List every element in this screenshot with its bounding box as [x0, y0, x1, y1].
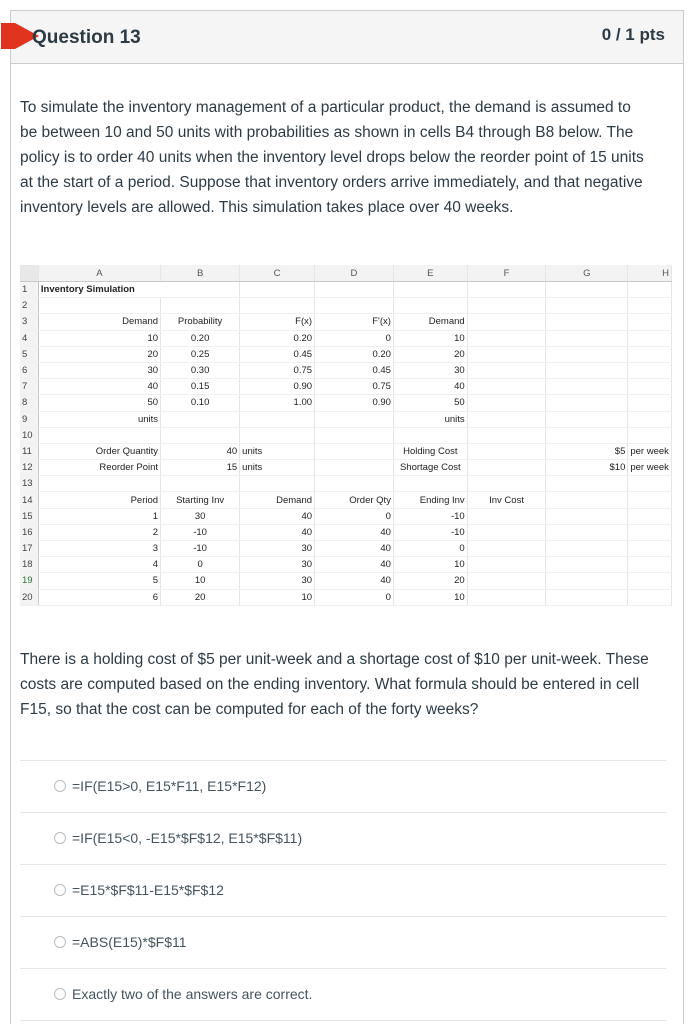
cell: 1: [38, 508, 160, 524]
answer-label[interactable]: Exactly two of the answers are correct.: [72, 986, 313, 1002]
flag-icon: [1, 23, 15, 49]
cell: 0: [161, 557, 240, 573]
column-header: C: [240, 265, 315, 282]
cell: Demand: [393, 314, 467, 330]
answer-label[interactable]: =E15*$F$11-E15*$F$12: [72, 882, 224, 898]
cell: 0: [315, 508, 394, 524]
cell: F'(x): [315, 314, 394, 330]
sheet-row: [20, 573, 672, 589]
cell: 20: [38, 346, 160, 362]
answer-option[interactable]: [20, 968, 666, 1021]
answer-label[interactable]: =IF(E15>0, E15*F11, E15*F12): [72, 778, 267, 794]
cell: 10: [393, 557, 467, 573]
cell: 30: [240, 541, 315, 557]
cell: -10: [393, 508, 467, 524]
cell: 0.90: [240, 379, 315, 395]
cell: 0.75: [240, 362, 315, 378]
row-number: 17: [20, 541, 38, 557]
sheet-row: [20, 282, 672, 298]
cell: 40: [240, 524, 315, 540]
sheet-row: [20, 443, 672, 459]
cell: 40: [38, 379, 160, 395]
row-number: 5: [20, 346, 38, 362]
cell: 40: [240, 508, 315, 524]
sheet-row: [20, 427, 672, 443]
column-header: E: [393, 265, 467, 282]
cell: F(x): [240, 314, 315, 330]
row-number: 11: [20, 443, 38, 459]
row-number: 10: [20, 427, 38, 443]
radio-button[interactable]: [54, 988, 66, 1000]
cell: per week: [628, 460, 672, 476]
cell: 0: [315, 330, 394, 346]
cell: -10: [161, 541, 240, 557]
sheet-row: [20, 362, 672, 378]
cell: 10: [393, 330, 467, 346]
row-number: 3: [20, 314, 38, 330]
cell: 10: [38, 330, 160, 346]
cell: 2: [38, 524, 160, 540]
cell: 0.25: [161, 346, 240, 362]
cell: 30: [38, 362, 160, 378]
cell: 30: [240, 557, 315, 573]
sheet-row: [20, 492, 672, 508]
column-header: A: [38, 265, 160, 282]
cell: per week: [628, 443, 672, 459]
cell: 0.30: [161, 362, 240, 378]
cell: 30: [393, 362, 467, 378]
column-header: G: [546, 265, 628, 282]
row-number: 8: [20, 395, 38, 411]
sheet-row: [20, 395, 672, 411]
radio-button[interactable]: [54, 884, 66, 896]
sheet-row: [20, 557, 672, 573]
radio-button[interactable]: [54, 780, 66, 792]
sheet-row: [20, 476, 672, 492]
row-number: 16: [20, 524, 38, 540]
cell: units: [240, 443, 315, 459]
radio-button[interactable]: [54, 936, 66, 948]
cell: 50: [38, 395, 160, 411]
cell: 0.20: [240, 330, 315, 346]
sheet-row: [20, 524, 672, 540]
cell: units: [393, 411, 467, 427]
question-points: 0 / 1 pts: [601, 25, 665, 44]
cell: $10: [546, 460, 628, 476]
question-title: Question 13: [32, 27, 141, 48]
row-number: 12: [20, 460, 38, 476]
answer-option[interactable]: [20, 760, 666, 812]
row-number: 19: [20, 573, 38, 589]
cell: Starting Inv: [161, 492, 240, 508]
cell: Demand: [240, 492, 315, 508]
cell: Ending Inv: [393, 492, 467, 508]
cell: Reorder Point: [38, 460, 160, 476]
cell: Demand: [38, 314, 160, 330]
row-number: 6: [20, 362, 38, 378]
cell: 20: [393, 346, 467, 362]
cell: 0.45: [240, 346, 315, 362]
column-header: B: [161, 265, 240, 282]
cell: 50: [393, 395, 467, 411]
cell: Inv Cost: [467, 492, 546, 508]
row-number: 1: [20, 282, 38, 298]
sheet-row: [20, 330, 672, 346]
sheet-row: [20, 314, 672, 330]
cell: 0.15: [161, 379, 240, 395]
answer-option[interactable]: [20, 812, 666, 864]
cell: 40: [315, 557, 394, 573]
cell: -10: [393, 524, 467, 540]
column-header: F: [467, 265, 546, 282]
cell: 40: [393, 379, 467, 395]
spreadsheet-image: [20, 265, 672, 609]
row-number: 18: [20, 557, 38, 573]
row-number: 14: [20, 492, 38, 508]
answer-option[interactable]: [20, 916, 666, 968]
cell: Order Quantity: [38, 443, 160, 459]
cell: 0.20: [161, 330, 240, 346]
sheet-row: [20, 460, 672, 476]
cell: Order Qty: [315, 492, 394, 508]
row-number: 13: [20, 476, 38, 492]
column-header: D: [315, 265, 394, 282]
answer-label[interactable]: =ABS(E15)*$F$11: [72, 934, 187, 950]
cell: units: [38, 411, 160, 427]
row-number: 20: [20, 589, 38, 605]
cell: 3: [38, 541, 160, 557]
cell: 5: [38, 573, 160, 589]
sheet-row: [20, 298, 672, 314]
column-header-row: [20, 265, 672, 282]
cell: 0: [315, 589, 394, 605]
cell: 1.00: [240, 395, 315, 411]
cell: Holding Cost: [393, 443, 467, 459]
sheet-row: [20, 346, 672, 362]
corner-cell: [20, 265, 38, 282]
answer-label[interactable]: =IF(E15<0, -E15*$F$12, E15*$F$11): [72, 830, 303, 846]
cell: 10: [393, 589, 467, 605]
cell: 0.10: [161, 395, 240, 411]
cell: 20: [393, 573, 467, 589]
cell: 40: [315, 573, 394, 589]
cell: 15: [161, 460, 240, 476]
cell: Period: [38, 492, 160, 508]
cell: 4: [38, 557, 160, 573]
answer-option[interactable]: [20, 864, 666, 916]
row-number: 9: [20, 411, 38, 427]
cell: Shortage Cost: [393, 460, 467, 476]
cell: 0.45: [315, 362, 394, 378]
cell: 30: [240, 573, 315, 589]
cell: 6: [38, 589, 160, 605]
cell: 0.75: [315, 379, 394, 395]
radio-button[interactable]: [54, 832, 66, 844]
cell: 30: [161, 508, 240, 524]
cell: 40: [315, 541, 394, 557]
cell: -10: [161, 524, 240, 540]
sheet-row: [20, 541, 672, 557]
cell: 20: [161, 589, 240, 605]
cell: $5: [546, 443, 628, 459]
row-number: 2: [20, 298, 38, 314]
row-number: 4: [20, 330, 38, 346]
cell: 0: [393, 541, 467, 557]
sheet-row: [20, 379, 672, 395]
question-text: To simulate the inventory management of a particular product, the demand is assumed to be between 10 and 50 units with probabilities as shown in cells B4 through B8 below. The policy is to order 40 units when the inventory level drops below the reorder point of 15 units at the start of a period. Suppose that inventory orders arrive immediately, and that negative inventory levels are allowed. This simulation takes place over 40 weeks.: [20, 99, 644, 216]
cell: Probability: [161, 314, 240, 330]
spreadsheet-table: [20, 265, 672, 606]
cell: units: [240, 460, 315, 476]
sheet-row: [20, 589, 672, 605]
cell: 10: [161, 573, 240, 589]
cell: Inventory Simulation: [38, 282, 239, 298]
cell: 0.20: [315, 346, 394, 362]
answer-list: [20, 760, 666, 1021]
sheet-row: [20, 411, 672, 427]
cell: 40: [161, 443, 240, 459]
row-number: 7: [20, 379, 38, 395]
question-header: [11, 11, 683, 64]
cell: 10: [240, 589, 315, 605]
row-number: 15: [20, 508, 38, 524]
sheet-row: [20, 508, 672, 524]
question-followup-text: There is a holding cost of $5 per unit-week and a shortage cost of $10 per unit-week. These costs are computed based on the ending inventory. What formula should be entered in cell F15, so that the cost can be computed for each of the forty weeks?: [20, 651, 649, 718]
cell: 0.90: [315, 395, 394, 411]
cell: 40: [315, 524, 394, 540]
column-header: H: [628, 265, 672, 282]
